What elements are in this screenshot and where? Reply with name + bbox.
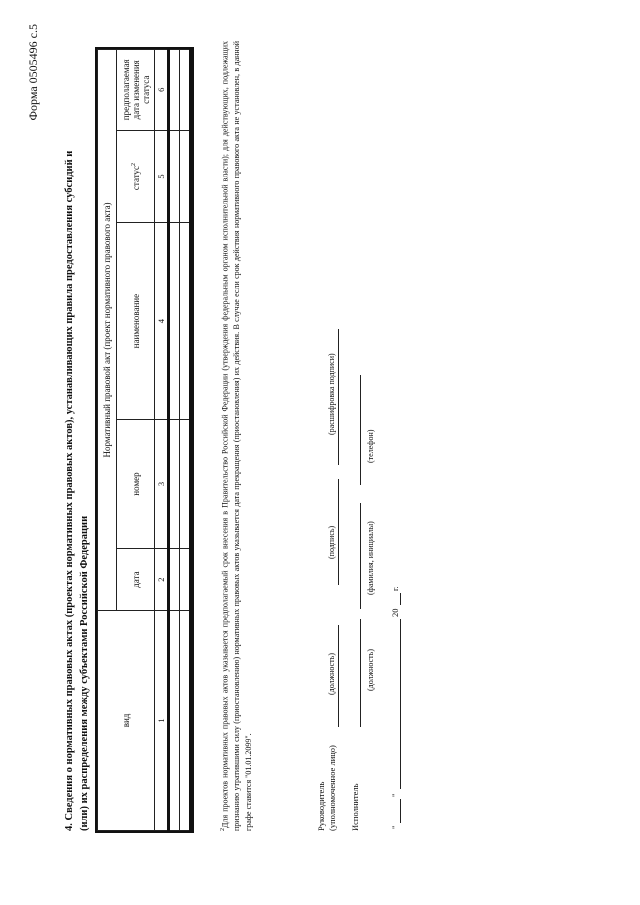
executor-caption-phone: (телефон) — [366, 429, 375, 463]
executor-caption-name: (фамилия, инициалы) — [366, 521, 375, 595]
col-header-status-change-date: предполагаемая дата изменения статуса — [117, 50, 155, 131]
executor-caption-position: (должность) — [366, 649, 375, 691]
col-header-date: дата — [117, 549, 155, 611]
col-number-2: 2 — [155, 549, 169, 611]
head-caption-name: (расшифровка подписи) — [327, 353, 336, 435]
col-number-3: 3 — [155, 419, 169, 549]
footnote: $^2$Для проектов нормативных правовых актов указывается предполагаемый срок внесения в Правительство Российской Федерации (утверждения федеральным органом исполнительной власти); для действующих, подлежащих признанию утратившими силу (приостановлению) нормативных правовых актов указывается дата прекращения (приостановления) их действия. В случае если срок действия нормативного правового акта не установлен, в данной графе ставится "01.01.2099". — [220, 41, 253, 831]
form-code: Форма 0505496 с.5 — [26, 24, 40, 121]
date-year-prefix: 20 — [390, 608, 400, 617]
head-signature-line — [338, 479, 339, 585]
head-position-line — [338, 625, 339, 727]
col-header-number: номер — [117, 419, 155, 549]
group-header: Нормативный правовой акт (проект нормативного правового акта) — [98, 50, 117, 611]
head-caption-position: (должность) — [327, 653, 336, 695]
col-number-6: 6 — [155, 50, 169, 131]
normative-acts-table — [97, 49, 192, 831]
executor-phone-line — [360, 375, 361, 485]
col-number-1: 1 — [155, 610, 169, 830]
col-header-status: статус$^2$ — [117, 130, 155, 223]
col-header-type: вид — [98, 610, 155, 830]
section-heading: 4. Сведения о нормативных правовых актах (проектах нормативных правовых актов), устанавливающих правила предоставления субсидий и (или) их распределения между субъектами Российской Федерации — [64, 150, 90, 831]
head-caption-signature: (подпись) — [327, 525, 336, 559]
date-day-line — [400, 799, 401, 823]
col-number-4: 4 — [155, 223, 169, 419]
executor-position-line — [360, 619, 361, 727]
table-row — [180, 50, 191, 831]
col-number-5: 5 — [155, 130, 169, 223]
executor-label: Исполнитель — [350, 783, 360, 831]
date-quote-close: " — [390, 793, 400, 797]
date-year-suffix: г. — [390, 586, 400, 591]
head-name-line — [338, 329, 339, 465]
date-month-line — [400, 619, 401, 789]
head-label-authorized: (уполномоченное лицо) — [327, 745, 337, 831]
col-header-name: наименование — [117, 223, 155, 419]
date-quote-open: " — [390, 825, 400, 829]
table-row — [169, 50, 180, 831]
executor-name-line — [360, 503, 361, 609]
date-year-line — [400, 593, 401, 605]
head-label: Руководитель — [316, 781, 326, 831]
